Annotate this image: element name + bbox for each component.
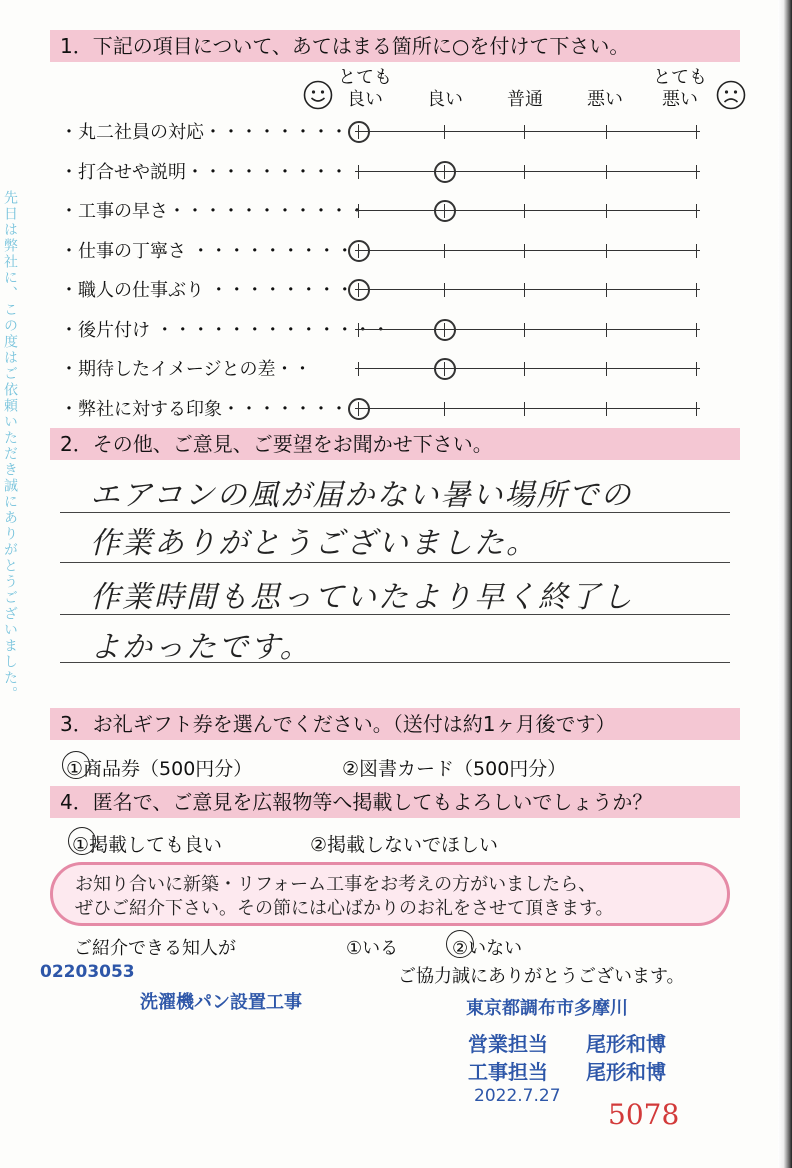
section2-title: 2．その他、ご意見、ご要望をお聞かせ下さい。 xyxy=(50,428,740,460)
rating-scale-line-3 xyxy=(355,250,700,251)
rating-selected-circle-2 xyxy=(434,200,456,222)
rating-tick-6-0[interactable] xyxy=(358,362,359,376)
left-margin-text: 先日は弊社に、この度はご依頼いただき誠にありがとうございました。 xyxy=(2,190,18,702)
comment-line-2: 作業ありがとうございました。 xyxy=(90,526,538,561)
rating-tick-3-2[interactable] xyxy=(524,244,525,258)
referral-box-line-2: ぜひご紹介下さい。その節には心ばかりのお礼をさせて頂きます。 xyxy=(75,898,614,919)
gift-option-1[interactable]: ①商品券（500円分） xyxy=(66,758,253,780)
comment-line-1: エアコンの風が届かない暑い場所での xyxy=(90,478,633,513)
rating-scale-line-2 xyxy=(355,210,700,211)
section4-title: 4．匿名で、ご意見を広報物等へ掲載してもよろしいでしょうか？ xyxy=(50,786,740,818)
rating-tick-6-3[interactable] xyxy=(606,362,607,376)
rating-selected-circle-0 xyxy=(348,121,370,143)
work-title: 洗濯機パン設置工事 xyxy=(140,992,302,1013)
rating-tick-5-3[interactable] xyxy=(606,323,607,337)
comment-rule-1 xyxy=(60,512,730,513)
publish-option-1-circle xyxy=(68,827,96,855)
rating-selected-circle-3 xyxy=(348,240,370,262)
referral-option-no[interactable]: ②いない xyxy=(452,938,523,959)
rating-tick-3-4[interactable] xyxy=(696,244,697,258)
rating-tick-0-3[interactable] xyxy=(606,125,607,139)
rating-item-label-6: ・期待したイメージとの差・・ xyxy=(60,359,312,380)
rating-tick-5-0[interactable] xyxy=(358,323,359,337)
rating-selected-circle-1 xyxy=(434,161,456,183)
publish-option-2[interactable]: ②掲載しないでほしい xyxy=(310,834,499,856)
rating-item-label-2: ・工事の早さ・・・・・・・・・・・ xyxy=(60,201,366,222)
sad-face-icon xyxy=(716,80,746,110)
referral-box-line-1: お知り合いに新築・リフォーム工事をお考えの方がいましたら、 xyxy=(75,874,597,895)
comment-rule-4 xyxy=(60,662,730,663)
comment-rule-3 xyxy=(60,614,730,615)
referral-option-no-circle xyxy=(446,930,474,958)
rating-tick-0-4[interactable] xyxy=(696,125,697,139)
rating-selected-circle-6 xyxy=(434,358,456,380)
rating-tick-4-3[interactable] xyxy=(606,283,607,297)
rating-selected-circle-4 xyxy=(348,279,370,301)
scale-label-3: 悪い xyxy=(587,89,623,110)
rating-tick-1-3[interactable] xyxy=(606,165,607,179)
gift-option-1-circle xyxy=(62,751,90,779)
construction-name: 尾形和博 xyxy=(586,1060,666,1084)
rating-item-label-0: ・丸二社員の対応・・・・・・・・ xyxy=(60,122,348,143)
scale-label-2: 普通 xyxy=(507,89,543,110)
rating-scale-line-6 xyxy=(355,368,700,369)
rating-scale-line-0 xyxy=(355,131,700,132)
section1-title: 1．下記の項目について、あてはまる箇所に○を付けて下さい。 xyxy=(50,30,740,62)
stamp-date: 2022.7.27 xyxy=(474,1086,561,1106)
rating-scale-line-4 xyxy=(355,289,700,290)
construction-label: 工事担当 xyxy=(468,1060,548,1084)
thanks-text: ご協力誠にありがとうございます。 xyxy=(398,966,685,987)
referral-box xyxy=(50,862,730,926)
survey-id: 02203053 xyxy=(40,962,135,982)
scale-top-0: とても xyxy=(338,67,392,88)
rating-tick-3-1[interactable] xyxy=(444,244,445,258)
company-address: 東京都調布市多摩川 xyxy=(466,998,628,1019)
rating-tick-6-4[interactable] xyxy=(696,362,697,376)
rating-tick-6-2[interactable] xyxy=(524,362,525,376)
rating-selected-circle-7 xyxy=(348,398,370,420)
rating-item-label-5: ・後片付け ・・・・・・・・・・・・・ xyxy=(60,319,390,341)
rating-tick-4-4[interactable] xyxy=(696,283,697,297)
rating-scale-line-7 xyxy=(355,408,700,409)
rating-tick-7-4[interactable] xyxy=(696,402,697,416)
smile-face-icon xyxy=(303,80,333,110)
comment-line-4: よかったです。 xyxy=(90,630,312,665)
rating-tick-2-2[interactable] xyxy=(524,204,525,218)
rating-scale-line-5 xyxy=(355,329,700,330)
rating-tick-2-0[interactable] xyxy=(358,204,359,218)
comment-line-3: 作業時間も思っていたより早く終了し xyxy=(90,580,634,615)
section3-title: 3．お礼ギフト券を選んでください。（送付は約1ヶ月後です） xyxy=(50,708,740,740)
referral-option-yes[interactable]: ①いる xyxy=(346,938,399,959)
scale-label-4: 悪い xyxy=(662,89,698,110)
sales-name: 尾形和博 xyxy=(586,1032,666,1056)
rating-tick-0-2[interactable] xyxy=(524,125,525,139)
rating-tick-2-3[interactable] xyxy=(606,204,607,218)
scale-top-4: とても xyxy=(653,67,707,88)
rating-tick-3-3[interactable] xyxy=(606,244,607,258)
rating-scale-line-1 xyxy=(355,171,700,172)
scale-label-0: 良い xyxy=(347,89,383,110)
rating-tick-4-2[interactable] xyxy=(524,283,525,297)
rating-selected-circle-5 xyxy=(434,319,456,341)
rating-item-label-7: ・弊社に対する印象・・・・・・・ xyxy=(60,398,348,420)
handwritten-number: 5078 xyxy=(608,1098,680,1131)
referral-label: ご紹介できる知人が xyxy=(74,938,236,959)
rating-tick-1-4[interactable] xyxy=(696,165,697,179)
left-margin xyxy=(0,0,20,1168)
rating-tick-4-1[interactable] xyxy=(444,283,445,297)
sales-label: 営業担当 xyxy=(468,1032,548,1056)
rating-item-label-1: ・打合せや説明・・・・・・・・・ xyxy=(60,161,348,183)
rating-tick-1-2[interactable] xyxy=(524,165,525,179)
rating-tick-2-4[interactable] xyxy=(696,204,697,218)
publish-option-1[interactable]: ①掲載しても良い xyxy=(72,834,223,856)
comment-rule-2 xyxy=(60,562,730,563)
rating-tick-0-1[interactable] xyxy=(444,125,445,139)
rating-tick-7-1[interactable] xyxy=(444,402,445,416)
rating-item-label-3: ・仕事の丁寧さ ・・・・・・・・・ xyxy=(60,240,354,262)
rating-tick-5-2[interactable] xyxy=(524,323,525,337)
rating-tick-5-4[interactable] xyxy=(696,323,697,337)
gift-option-2[interactable]: ②図書カード（500円分） xyxy=(342,758,567,780)
rating-item-label-4: ・職人の仕事ぶり ・・・・・・・・ xyxy=(60,280,354,301)
scan-edge xyxy=(778,0,792,1168)
rating-tick-7-3[interactable] xyxy=(606,402,607,416)
rating-tick-7-2[interactable] xyxy=(524,402,525,416)
rating-tick-1-0[interactable] xyxy=(358,165,359,179)
scale-label-1: 良い xyxy=(427,89,463,110)
